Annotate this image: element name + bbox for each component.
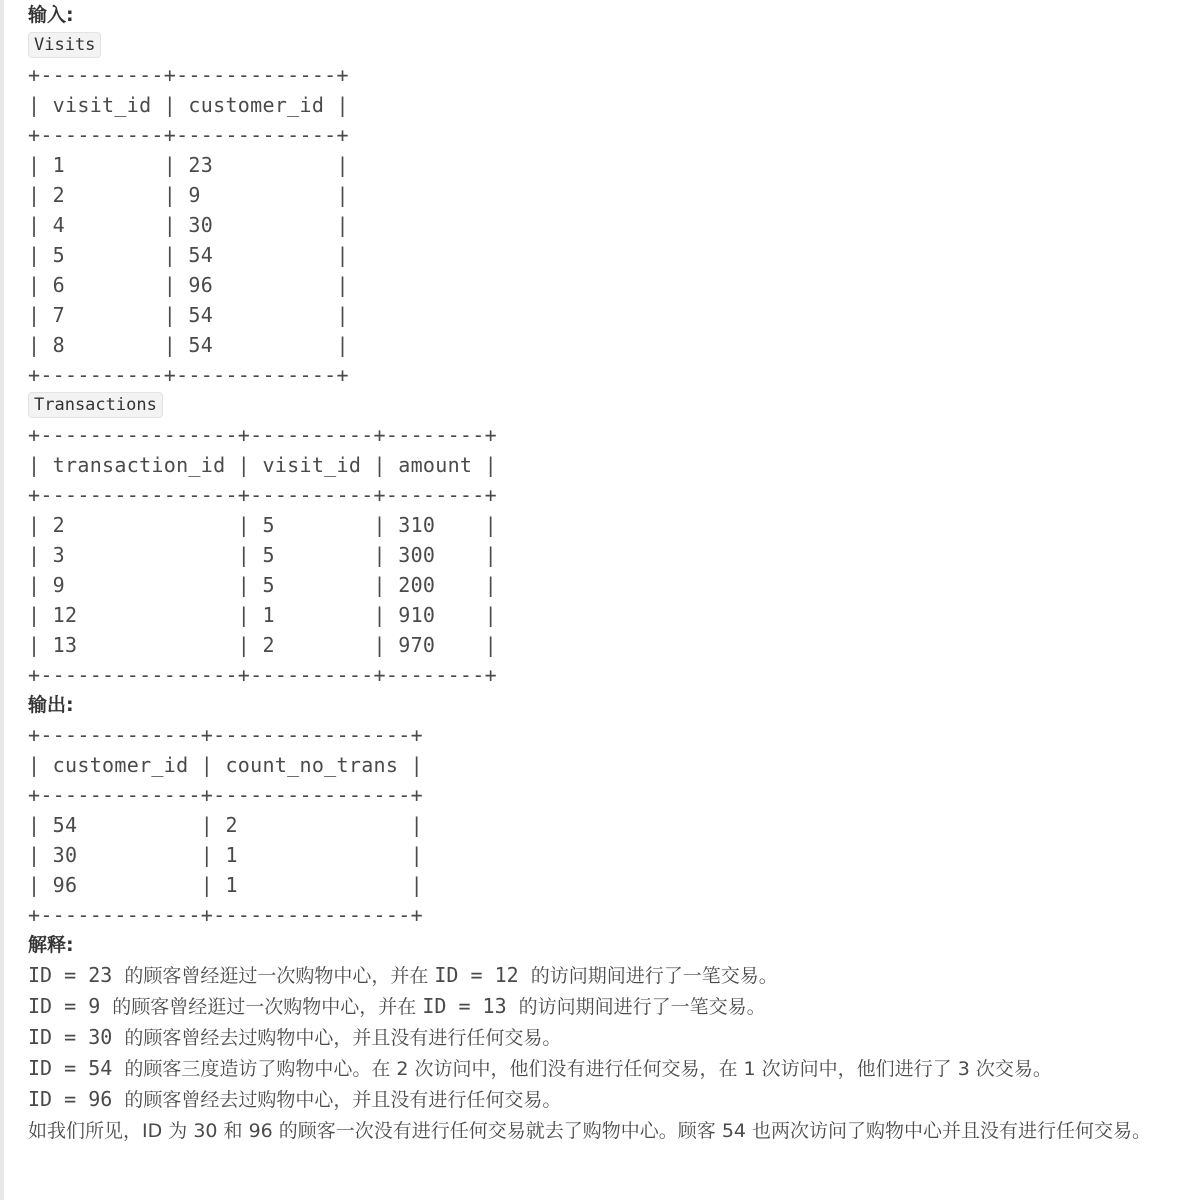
table-line: | 54 | 2 | <box>28 813 423 837</box>
example-block <box>28 0 1174 1146</box>
table-line: +----------+-------------+ <box>28 363 349 387</box>
table-line: +-------------+----------------+ <box>28 783 423 807</box>
transactions-table-name: Transactions <box>28 392 163 418</box>
explanation-line: ID = 9 的顾客曾经逛过一次购物中心，并在 ID = 13 的访问期间进行了一笔交易。 <box>28 994 766 1018</box>
table-line: | 7 | 54 | <box>28 303 349 327</box>
table-line: | 1 | 23 | <box>28 153 349 177</box>
table-line: | 8 | 54 | <box>28 333 349 357</box>
table-line: | 4 | 30 | <box>28 213 349 237</box>
table-line: +----------+-------------+ <box>28 63 349 87</box>
input-label: 输入: <box>28 4 74 26</box>
explanation-line: 如我们所见，ID 为 30 和 96 的顾客一次没有进行任何交易就去了购物中心。顾客 54 也两次访问了购物中心并且没有进行任何交易。 <box>28 1120 1152 1142</box>
table-line: | 13 | 2 | 970 | <box>28 633 497 657</box>
table-line: | 12 | 1 | 910 | <box>28 603 497 627</box>
explanation-line: ID = 54 的顾客三度造访了购物中心。在 2 次访问中，他们没有进行任何交易，在 1 次访问中，他们进行了 3 次交易。 <box>28 1056 1052 1080</box>
transactions-table <box>28 420 1174 690</box>
table-line: | 2 | 9 | <box>28 183 349 207</box>
table-line: | 9 | 5 | 200 | <box>28 573 497 597</box>
table-line: +----------+-------------+ <box>28 123 349 147</box>
visits-table-name: Visits <box>28 32 101 58</box>
table-line: +----------------+----------+--------+ <box>28 483 497 507</box>
table-line: | 6 | 96 | <box>28 273 349 297</box>
table-line: | 5 | 54 | <box>28 243 349 267</box>
explanation-line: ID = 23 的顾客曾经逛过一次购物中心，并在 ID = 12 的访问期间进行了一笔交易。 <box>28 963 778 987</box>
output-label: 输出: <box>28 694 74 716</box>
table-line: +----------------+----------+--------+ <box>28 663 497 687</box>
left-border <box>0 0 4 1200</box>
table-line: +----------------+----------+--------+ <box>28 423 497 447</box>
explanation-line: ID = 96 的顾客曾经去过购物中心，并且没有进行任何交易。 <box>28 1087 562 1111</box>
explanation-text <box>28 960 1174 1146</box>
table-line: | customer_id | count_no_trans | <box>28 753 423 777</box>
output-table <box>28 720 1174 930</box>
table-line: | 30 | 1 | <box>28 843 423 867</box>
visits-table-name-line <box>28 30 1174 60</box>
explanation-line: ID = 30 的顾客曾经去过购物中心，并且没有进行任何交易。 <box>28 1025 562 1049</box>
table-line: | transaction_id | visit_id | amount | <box>28 453 497 477</box>
table-line: | visit_id | customer_id | <box>28 93 349 117</box>
transactions-table-name-line <box>28 390 1174 420</box>
table-line: | 2 | 5 | 310 | <box>28 513 497 537</box>
explanation-label: 解释: <box>28 934 74 956</box>
visits-table <box>28 60 1174 390</box>
table-line: +-------------+----------------+ <box>28 903 423 927</box>
table-line: | 96 | 1 | <box>28 873 423 897</box>
table-line: +-------------+----------------+ <box>28 723 423 747</box>
table-line: | 3 | 5 | 300 | <box>28 543 497 567</box>
